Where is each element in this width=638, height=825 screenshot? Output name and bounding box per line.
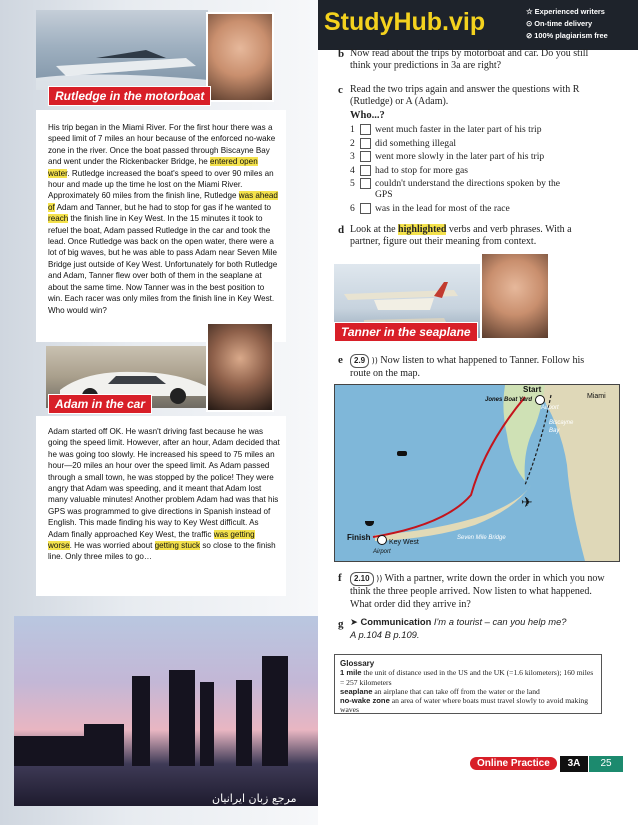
communication-prompt xyxy=(350,616,614,641)
rutledge-story xyxy=(48,122,278,316)
glossary-title: Glossary xyxy=(340,659,375,668)
who-item xyxy=(350,124,580,135)
banner-feature: ⊘ 100% plagiarism free xyxy=(526,31,608,40)
highlighted-phrase: reach xyxy=(48,214,69,224)
banner-features xyxy=(526,6,608,42)
story-text: Adam started off OK. He wasn't driving fast because he was going the speed limit. However, after an hour, Adam decided that he was going too slowly. He increased his speed to 75 miles an hour—20 miles an hour over the speed limit. As Adam passed through a small town, he was stopped by the police! They were angry that Adam was speeding, and it meant that Adam lost many valuable minutes! Another problem Adam had was that his GPS was programmed to give directions in Spanish instead of English. This made finding his way to Key West difficult. As Adam finally approached Key West, the traffic xyxy=(48,427,280,539)
f-text-body: With a partner, write down the order in which you now think the three people arrived. Now listen to what happened. What order did they arrive in? xyxy=(350,573,605,610)
route-map xyxy=(334,384,620,562)
audio-track-label: 2.9 xyxy=(354,356,366,365)
map-jones-label: Jones Boat Yard xyxy=(485,397,533,403)
d-text-highlight: highlighted xyxy=(398,224,447,235)
speaker-icon-f: )) xyxy=(376,574,383,583)
glossary-definition: an airplane that can take off from the water or the land xyxy=(372,686,540,696)
city-skyline-photo xyxy=(14,616,318,806)
who-item xyxy=(350,151,580,162)
question-d-text xyxy=(350,224,590,249)
who-item-text: couldn't understand the directions spoken by the GPS xyxy=(375,178,561,201)
motorboat-caption: Rutledge in the motorboat xyxy=(48,86,211,106)
story-text: . Rutledge increased the boat's speed to over 90 miles an hour and made up the time he lost on the Miami River. Approximately 60 miles from the finish line, Rutledge xyxy=(48,168,274,201)
story-text: the finish line in Key West. In the 15 minutes it took to refuel the boat, Adam passed Rutledge in the car and took the lead. Once Rutledge was back on the open water, there were a lot of big waves, but he was able to pass Adam near Seven Mile Bridge just outside of Key West. Unfortunately for both Rutledge and Adam, Tanner flew over both of them in the seaplane at about the same time. Now Tanner was in the best position to win. Each racer was only miles from the finish line in Key West. Who would win? xyxy=(48,214,278,315)
answer-checkbox[interactable] xyxy=(360,165,371,176)
audio-track-label-f: 2.10 xyxy=(354,574,370,583)
highlighted-phrase: entered open water xyxy=(48,157,258,178)
d-text-post: verbs and verb phrases. With a partner, figure out their meaning from context. xyxy=(350,224,572,248)
question-f-text xyxy=(350,572,614,611)
unit-badge: 3A xyxy=(560,756,588,772)
glossary-definition: an area of water where boats must travel slowly to avoid making waves xyxy=(340,696,589,715)
story-text: so close to the finish line. Only three miles to go… xyxy=(48,541,276,562)
question-f-letter: f xyxy=(338,572,342,584)
page-number: 25 xyxy=(589,756,623,772)
who-item xyxy=(350,138,580,149)
question-b-text: Now read about the trips by motorboat and car. Do you still think your predictions in 3a are right? xyxy=(350,48,589,72)
communication-label: Communication xyxy=(360,616,432,627)
who-item-number: 1 xyxy=(350,124,355,135)
glossary-term: no-wake zone xyxy=(340,696,390,706)
speaker-icon: )) xyxy=(371,356,378,365)
map-keywest-label: Key West xyxy=(389,539,419,546)
question-e-letter: e xyxy=(338,354,343,366)
who-item-number: 3 xyxy=(350,151,355,163)
story-text: . He was worried about xyxy=(69,541,155,551)
who-item-number: 6 xyxy=(350,202,355,214)
communication-italic: I'm a tourist – can you help me? xyxy=(431,616,567,627)
highlighted-phrase: was getting worse xyxy=(48,529,255,551)
who-item-text: went much faster in the later part of his trip xyxy=(375,124,542,135)
d-text-pre: Look at the xyxy=(350,224,399,235)
who-item-text: went more slowly in the later part of his trip xyxy=(375,151,545,163)
audio-icon-f[interactable] xyxy=(350,572,374,586)
glossary-entry xyxy=(340,696,596,715)
glossary-entry xyxy=(340,687,596,696)
banner-feature: ☆ Experienced writers xyxy=(526,7,605,16)
question-d-letter: d xyxy=(338,224,345,236)
studyhub-logo[interactable]: StudyHub.vip xyxy=(324,8,486,36)
highlighted-phrase: getting stuck xyxy=(154,541,201,551)
rutledge-portrait xyxy=(206,12,274,102)
who-item-number: 5 xyxy=(350,178,355,190)
watermark-text: مرجع زبان ایرانیان xyxy=(212,792,297,805)
adam-portrait xyxy=(206,322,274,412)
motorboat-illustration xyxy=(36,10,208,90)
map-biscayne-line2: Bay xyxy=(549,428,560,434)
answer-checkbox[interactable] xyxy=(360,124,371,135)
who-item-number: 2 xyxy=(350,137,355,149)
glossary-term: seaplane xyxy=(340,686,373,696)
answer-checkbox[interactable] xyxy=(360,138,371,149)
communication-refs: A p.104 B p.109. xyxy=(350,629,420,640)
who-list xyxy=(350,124,580,217)
tanner-portrait xyxy=(480,252,550,340)
studyhub-banner xyxy=(318,0,638,50)
motorboat-photo xyxy=(36,10,208,90)
map-finish-marker xyxy=(377,535,387,545)
story-text: His trip began in the Miami River. For the first hour there was a speed limit of 7 miles an hour because of the enforced no-wake zone in the river. Once the boat passed through Biscayne Bay and went under the Rickenbacker Bridge, he xyxy=(48,123,276,167)
glossary-entry xyxy=(340,668,596,687)
map-airport-bottom-label: Airport xyxy=(373,549,391,555)
question-g-letter: g xyxy=(338,618,344,630)
who-item xyxy=(350,203,580,214)
answer-checkbox[interactable] xyxy=(360,151,371,162)
map-airport-top-label: Airport xyxy=(541,405,559,411)
map-biscayne-line1: Biscayne xyxy=(549,420,574,426)
glossary-term: 1 mile xyxy=(340,668,362,678)
who-item-text: did something illegal xyxy=(375,137,457,149)
map-finish-label: Finish xyxy=(347,533,371,542)
banner-feature: ⊙ On-time delivery xyxy=(526,19,593,28)
question-b-letter: b xyxy=(338,48,345,60)
car-map-icon xyxy=(397,451,407,456)
online-practice-button[interactable]: Online Practice xyxy=(470,757,557,770)
question-c1-text: Read the two trips again and answer the questions with R (Rutledge) or A (Adam). xyxy=(350,84,580,108)
map-seven-mile-label: Seven Mile Bridge xyxy=(457,535,506,541)
adam-story xyxy=(48,426,280,563)
map-biscayne-label xyxy=(549,419,573,435)
answer-checkbox[interactable] xyxy=(360,203,371,214)
map-start-label: Start xyxy=(523,385,542,394)
question-c1-letter: c xyxy=(338,84,343,96)
map-miami-label: Miami xyxy=(587,393,606,400)
who-item xyxy=(350,165,580,176)
audio-icon[interactable] xyxy=(350,354,369,368)
who-item-text: had to stop for more gas xyxy=(375,164,468,176)
glossary-definition: the unit of distance used in the US and the UK (=1.6 kilometers); 160 miles = 257 kilometers xyxy=(340,668,594,687)
e-text-body: Now listen to what happened to Tanner. Follow his route on the map. xyxy=(350,355,585,380)
story-text: Adam and Tanner, but he had to stop for gas if he wanted to xyxy=(54,202,272,212)
map-start-marker xyxy=(535,395,545,405)
communication-arrow-icon: ➤ xyxy=(350,617,358,628)
glossary-box xyxy=(334,654,602,714)
who-item-number: 4 xyxy=(350,164,355,176)
who-item-text: was in the lead for most of the race xyxy=(375,202,510,214)
who-item xyxy=(350,178,580,200)
who-heading: Who...? xyxy=(350,110,385,121)
highlighted-phrase: was ahead of xyxy=(48,191,278,212)
question-e-text xyxy=(350,354,590,381)
seaplane-caption: Tanner in the seaplane xyxy=(334,322,478,342)
seaplane-map-icon: ✈ xyxy=(521,495,533,511)
answer-checkbox[interactable] xyxy=(360,178,371,189)
car-caption: Adam in the car xyxy=(48,394,152,414)
